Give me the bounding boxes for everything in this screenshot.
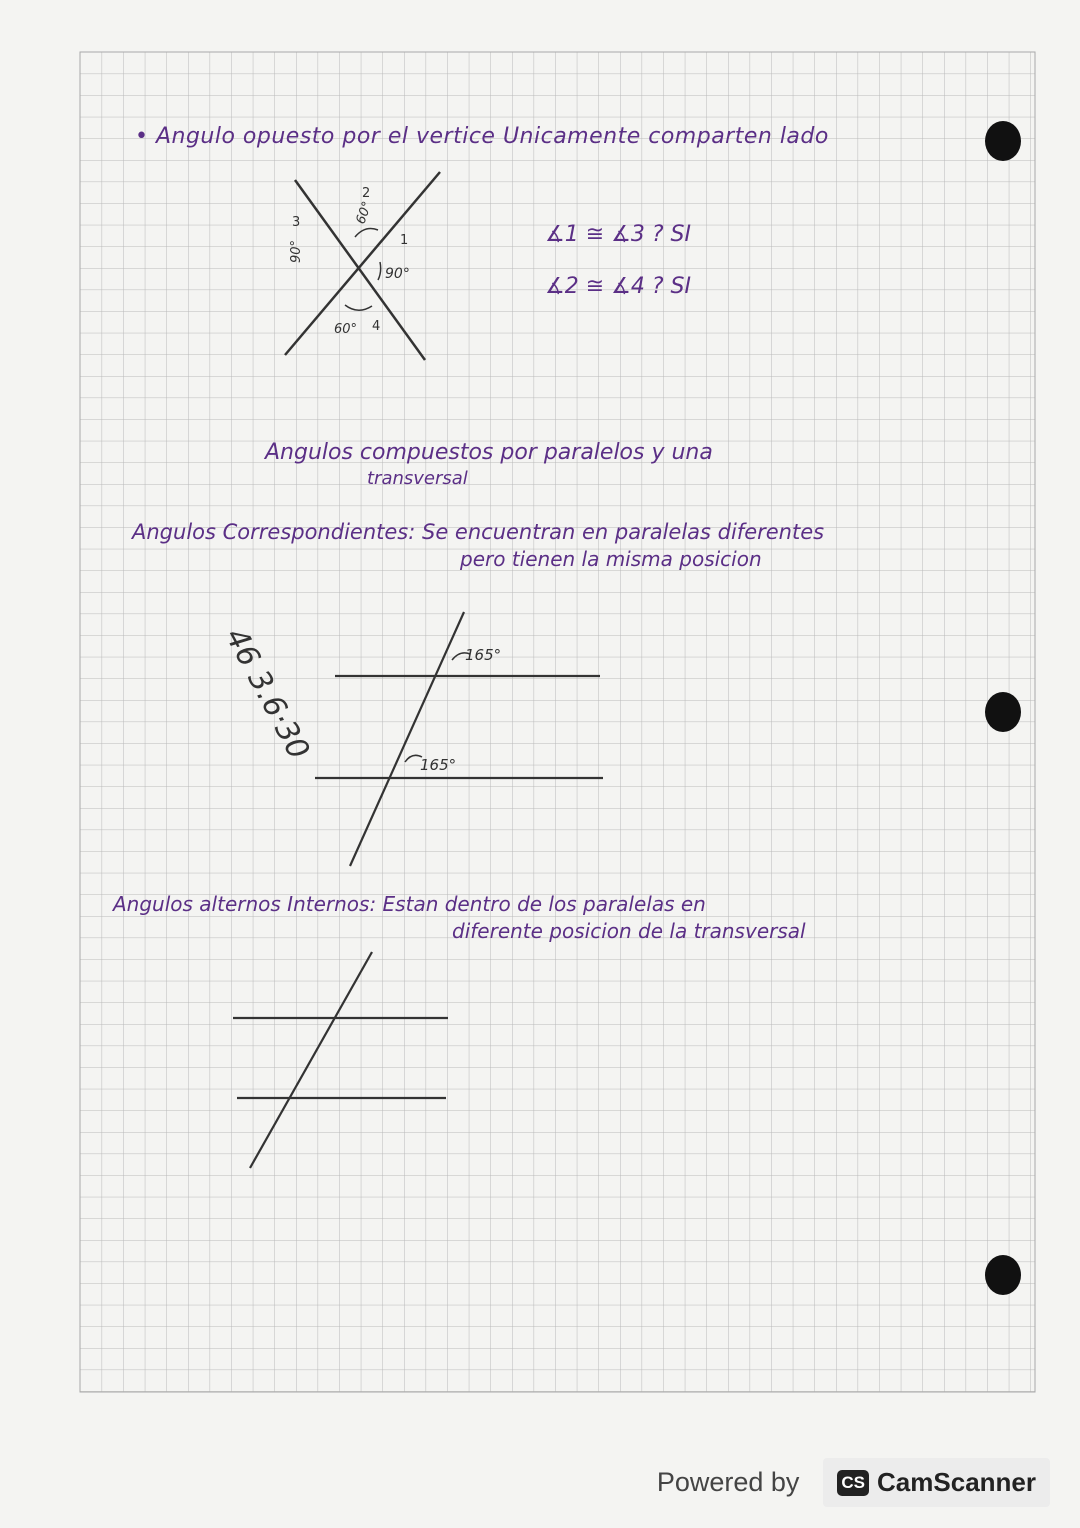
grid-area: [80, 52, 1035, 1392]
camscanner-footer: [657, 1458, 1050, 1507]
page-title: • Angulo opuesto por el vertice Unicamente comparten lado: [135, 124, 829, 149]
binder-hole-bottom: [985, 1255, 1021, 1295]
section-title-cont: transversal: [367, 468, 468, 489]
equation-1: ∡1 ≅ ∡3 ? SI: [545, 222, 691, 247]
camscanner-logo-icon: CS: [837, 1470, 869, 1496]
powered-by-text: Powered by: [656, 1467, 800, 1497]
alternate-heading: Angulos alternos Internos:: [113, 892, 377, 916]
section-title: Angulos compuestos por paralelos y una: [265, 440, 713, 465]
angle-left-value: 90°: [289, 239, 304, 263]
equation-2: ∡2 ≅ ∡4 ? SI: [545, 274, 691, 299]
angle-right-value: 90°: [385, 266, 410, 282]
vertex-label-4: 4: [372, 319, 381, 334]
angle-top-value: 60°: [353, 199, 376, 227]
camscanner-badge: [823, 1458, 1050, 1507]
margin-note: 46 3.6·30: [217, 622, 317, 766]
binder-hole-middle: [985, 692, 1021, 732]
binder-hole-top: [985, 121, 1021, 161]
corresponding-description: Se encuentran en paralelas diferentes: [422, 520, 825, 544]
angle-bottom-value: 60°: [334, 322, 358, 337]
vertex-label-2: 2: [362, 186, 371, 201]
alternate-description-cont: diferente posicion de la transversal: [452, 919, 806, 943]
corresponding-angle-upper: 165°: [465, 646, 502, 664]
alternate-description: Estan dentro de los paralelas en: [382, 892, 706, 916]
corresponding-title: [132, 520, 824, 544]
vertex-label-1: 1: [400, 233, 409, 248]
alternate-title: [113, 892, 706, 916]
corresponding-description-cont: pero tienen la misma posicion: [460, 547, 762, 571]
vertex-label-3: 3: [292, 215, 301, 230]
camscanner-brand: CamScanner: [877, 1467, 1036, 1497]
corresponding-angle-lower: 165°: [420, 756, 457, 774]
corresponding-heading: Angulos Correspondientes:: [132, 520, 416, 544]
